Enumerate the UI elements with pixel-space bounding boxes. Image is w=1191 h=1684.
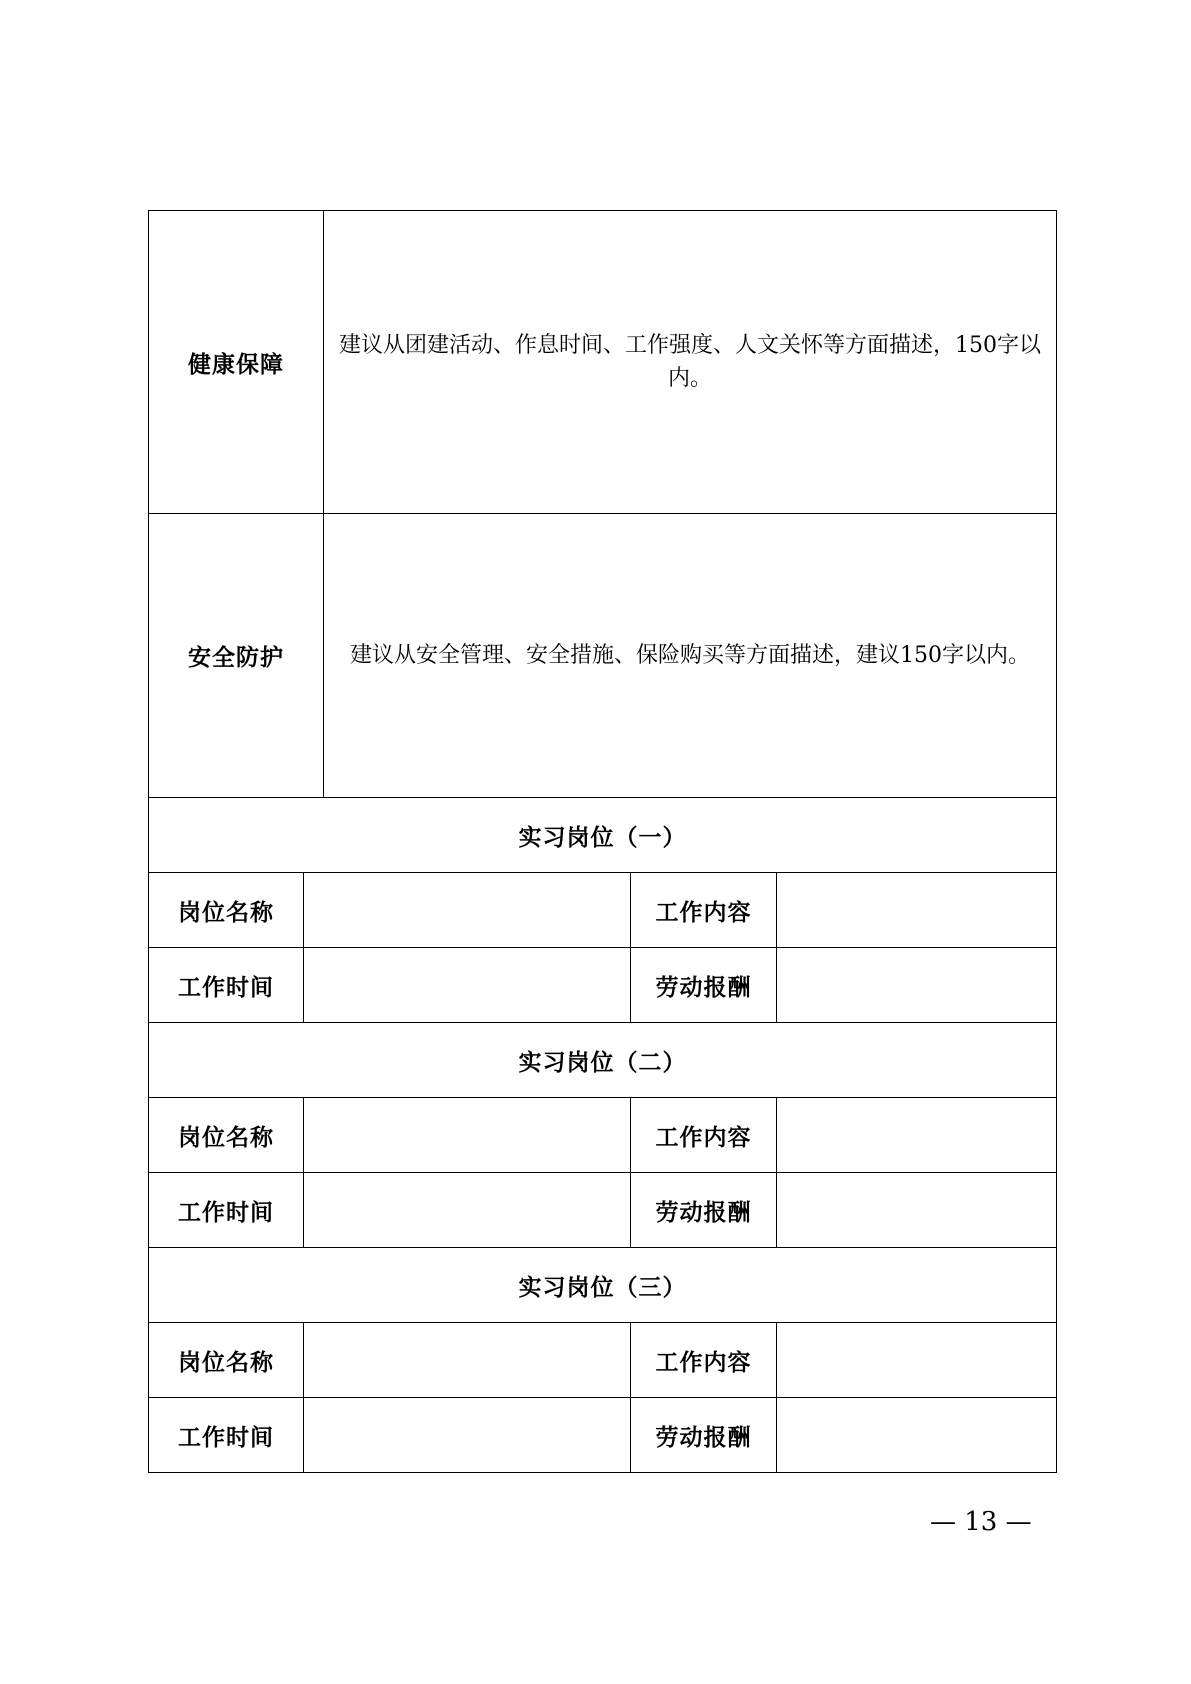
work-content-label: 工作内容 [631, 1323, 777, 1398]
pay-label: 劳动报酬 [631, 1398, 777, 1473]
position-3-pay-field[interactable] [777, 1398, 1057, 1473]
work-time-label: 工作时间 [149, 1398, 304, 1473]
position-1-pay-field[interactable] [777, 948, 1057, 1023]
health-description[interactable]: 建议从团建活动、作息时间、工作强度、人文关怀等方面描述，150字以内。 [324, 211, 1057, 514]
position-2-title: 实习岗位（二） [149, 1023, 1057, 1098]
position-2-name-field[interactable] [304, 1098, 631, 1173]
position-2-content-field[interactable] [777, 1098, 1057, 1173]
page-number: — 13 — [930, 1507, 1032, 1537]
position-1-name-row [149, 873, 1057, 948]
work-time-label: 工作时间 [149, 1173, 304, 1248]
position-2-time-field[interactable] [304, 1173, 631, 1248]
position-1-content-field[interactable] [777, 873, 1057, 948]
work-time-label: 工作时间 [149, 948, 304, 1023]
safety-row [149, 514, 1057, 798]
position-3-time-field[interactable] [304, 1398, 631, 1473]
position-3-time-row [149, 1398, 1057, 1473]
health-label: 健康保障 [149, 211, 324, 514]
position-1-time-field[interactable] [304, 948, 631, 1023]
position-name-label: 岗位名称 [149, 1323, 304, 1398]
position-name-label: 岗位名称 [149, 873, 304, 948]
position-1-time-row [149, 948, 1057, 1023]
position-3-header-row [149, 1248, 1057, 1323]
position-3-content-field[interactable] [777, 1323, 1057, 1398]
safety-label: 安全防护 [149, 514, 324, 798]
position-2-time-row [149, 1173, 1057, 1248]
work-content-label: 工作内容 [631, 1098, 777, 1173]
position-2-header-row [149, 1023, 1057, 1098]
position-name-label: 岗位名称 [149, 1098, 304, 1173]
health-row [149, 211, 1057, 514]
position-1-title: 实习岗位（一） [149, 798, 1057, 873]
safety-description[interactable]: 建议从安全管理、安全措施、保险购买等方面描述，建议150字以内。 [324, 514, 1057, 798]
form-table [148, 210, 1057, 1473]
position-3-name-row [149, 1323, 1057, 1398]
position-2-name-row [149, 1098, 1057, 1173]
pay-label: 劳动报酬 [631, 1173, 777, 1248]
position-3-title: 实习岗位（三） [149, 1248, 1057, 1323]
work-content-label: 工作内容 [631, 873, 777, 948]
position-1-name-field[interactable] [304, 873, 631, 948]
position-1-header-row [149, 798, 1057, 873]
position-3-name-field[interactable] [304, 1323, 631, 1398]
pay-label: 劳动报酬 [631, 948, 777, 1023]
position-2-pay-field[interactable] [777, 1173, 1057, 1248]
